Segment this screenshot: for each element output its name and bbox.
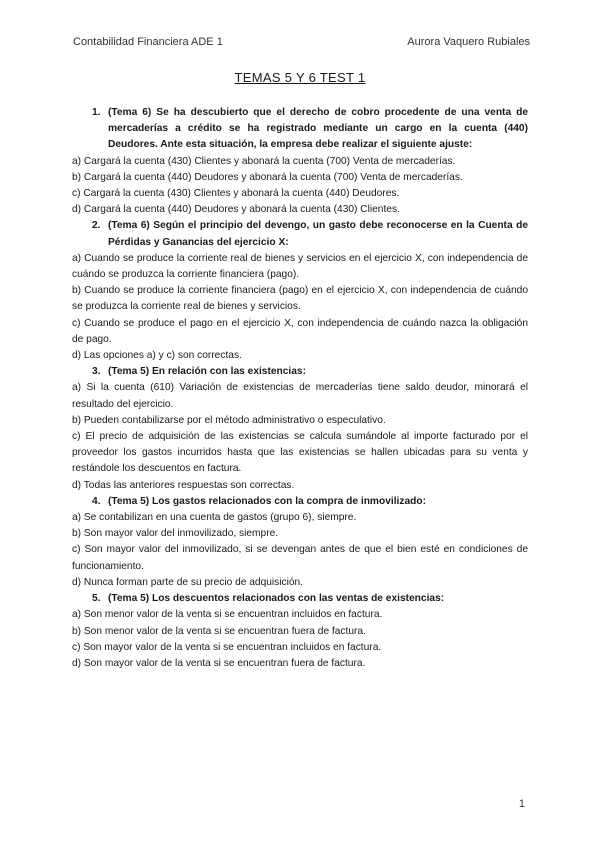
question-text bbox=[72, 105, 528, 154]
question-text bbox=[72, 494, 528, 510]
question-number: 3. bbox=[92, 366, 101, 378]
header-left: Contabilidad Financiera ADE 1 bbox=[73, 36, 223, 48]
answer-option: c) Son mayor valor del inmovilizado, si se devengan antes de que el bien esté en condiciones de funcionamiento. bbox=[72, 544, 528, 572]
answer-option: a) Se contabilizan en una cuenta de gastos (grupo 6), siempre. bbox=[72, 512, 357, 524]
question-5 bbox=[72, 591, 528, 672]
answer-option: a) Si la cuenta (610) Variación de existencias de mercaderías tiene saldo deudor, minorará el resultado del ejercicio. bbox=[72, 382, 528, 410]
question-number: 5. bbox=[92, 593, 101, 605]
question-text bbox=[72, 218, 528, 250]
header-right: Aurora Vaquero Rubiales bbox=[407, 36, 530, 48]
answer-option: b) Son menor valor de la venta si se encuentran fuera de factura. bbox=[72, 625, 366, 637]
question-number: 1. bbox=[92, 107, 101, 118]
answer-option: a) Cargará la cuenta (430) Clientes y abonará la cuenta (700) Venta de mercaderías. bbox=[72, 155, 456, 167]
answer-option: b) Cuando se produce la corriente financiera (pago) en el ejercicio X, con independencia de cuándo se produzca la corriente real de bienes y servicios. bbox=[72, 285, 528, 313]
question-body: (Tema 5) En relación con las existencias: bbox=[108, 366, 306, 378]
answer-option: a) Cuando se produce la corriente real de bienes y servicios en el ejercicio X, con independencia de cuándo se produzca la corriente financiera (pago). bbox=[72, 252, 528, 281]
page-number: 1 bbox=[518, 798, 525, 810]
answer-option: b) Son mayor valor del inmovilizado, siempre. bbox=[72, 528, 279, 540]
answer-option: c) Son mayor valor de la venta si se encuentran incluidos en factura. bbox=[72, 641, 382, 653]
answer-option: d) Son mayor valor de la venta si se encuentran fuera de factura. bbox=[72, 657, 366, 669]
question-text bbox=[72, 591, 528, 607]
question-body: (Tema 5) Los gastos relacionados con la compra de inmovilizado: bbox=[108, 495, 426, 507]
question-number: 2. bbox=[92, 220, 101, 232]
answer-option: d) Todas las anteriores respuestas son correctas. bbox=[72, 479, 295, 491]
answer-option: a) Son menor valor de la venta si se encuentran incluidos en factura. bbox=[72, 609, 383, 621]
question-body: (Tema 6) Se ha descubierto que el derecho de cobro procedente de una venta de mercaderías a crédito se ha registrado mediante un cargo en la cuenta (440) Deudores. Ante esta situación, la empresa debe realizar el siguiente ajuste: bbox=[108, 107, 528, 151]
answer-option: c) El precio de adquisición de las existencias se calcula sumándole al importe facturado por el proveedor los gastos incurridos hasta que las existencias se hallen ubicadas para su venta y restándole los descuentos en factura. bbox=[72, 431, 528, 475]
question-1 bbox=[72, 105, 528, 218]
answer-option: d) Nunca forman parte de su precio de adquisición. bbox=[72, 576, 304, 588]
question-list bbox=[72, 105, 528, 672]
question-number: 4. bbox=[92, 495, 101, 507]
question-body: (Tema 6) Según el principio del devengo, un gasto debe reconocerse en la Cuenta de Pérdidas y Ganancias del ejercicio X: bbox=[108, 220, 528, 248]
question-4 bbox=[72, 494, 528, 591]
answer-option: d) Cargará la cuenta (440) Deudores y abonará la cuenta (430) Clientes. bbox=[72, 204, 400, 216]
answer-option: b) Pueden contabilizarse por el método administrativo o especulativo. bbox=[72, 414, 386, 426]
question-body: (Tema 5) Los descuentos relacionados con las ventas de existencias: bbox=[108, 593, 445, 605]
answer-option: d) Las opciones a) y c) son correctas. bbox=[72, 350, 242, 362]
question-3 bbox=[72, 364, 528, 494]
answer-option: c) Cuando se produce el pago en el ejercicio X, con independencia de cuándo nazca la obligación de pago. bbox=[72, 317, 528, 345]
answer-option: b) Cargará la cuenta (440) Deudores y abonará la cuenta (700) Venta de mercaderías. bbox=[72, 171, 463, 183]
question-text bbox=[72, 364, 528, 380]
page-title: TEMAS 5 Y 6 TEST 1 bbox=[234, 70, 366, 85]
question-2 bbox=[72, 218, 528, 364]
answer-option: c) Cargará la cuenta (430) Clientes y abonará la cuenta (440) Deudores. bbox=[72, 188, 400, 200]
